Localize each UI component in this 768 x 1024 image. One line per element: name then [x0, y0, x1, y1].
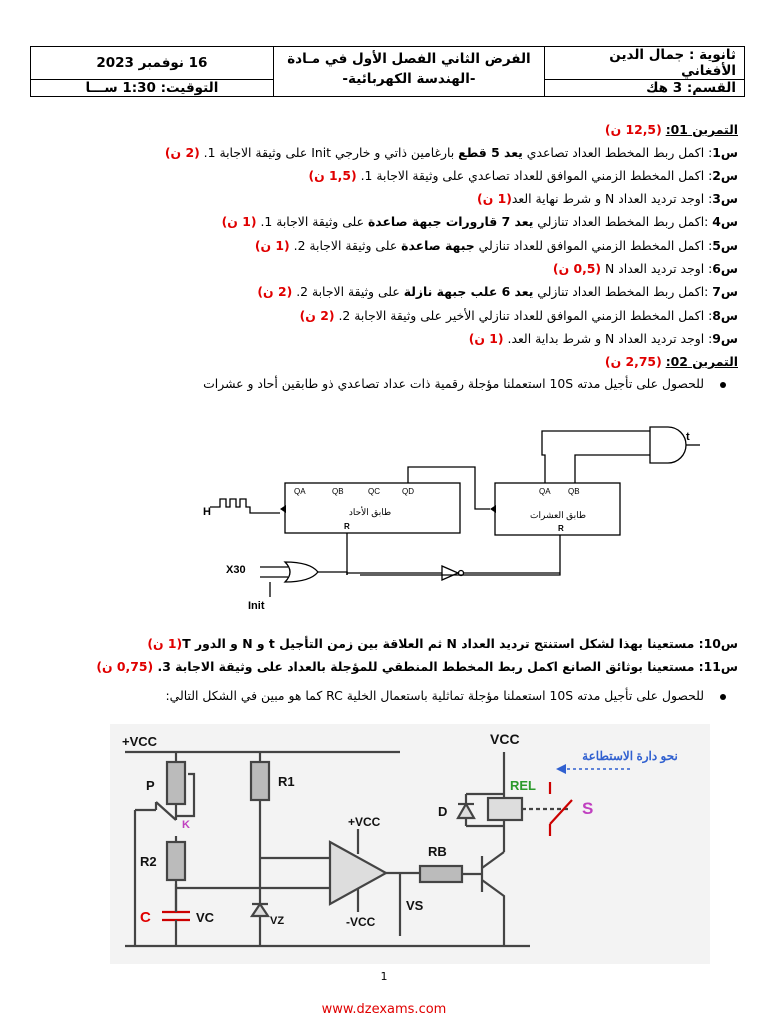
question-text-tail: على وثيقة الاجابة 2.	[292, 284, 404, 299]
exercise2-heading	[30, 352, 738, 372]
q11-number: س11	[703, 659, 738, 674]
resistor-r2	[167, 842, 185, 880]
vcc-left-label: +VCC	[122, 734, 158, 749]
exercise2-points: (2,75 ن)	[604, 354, 662, 369]
question-number: س1	[712, 145, 738, 160]
question-text: : اوجد ترديد العداد N و شرط بداية العد.	[503, 331, 713, 346]
exam-title-line1: الفرض الثاني الفصل الأول في مـادة	[287, 51, 531, 67]
question-points: (1 ن)	[221, 214, 257, 229]
question-5	[30, 236, 738, 256]
question-text-tail: بارغامين ذاتي و خارجي Init على وثيقة الاجابة 1.	[199, 145, 459, 160]
question-text: : اكمل ربط المخطط العداد تصاعدي	[522, 145, 713, 160]
units-pin-qc: QC	[368, 487, 380, 496]
question-text: :اكمل ربط المخطط العداد تنازلي	[533, 214, 713, 229]
question-points: (2 ن)	[257, 284, 293, 299]
init-label: Init	[248, 600, 265, 612]
question-emphasis: يعد 7 قارورات جبهة صاعدة	[367, 214, 534, 229]
opamp-neg-supply: -VCC	[346, 915, 376, 929]
tens-reset-pin: R	[558, 524, 564, 533]
clock-label: H	[203, 506, 211, 518]
resistor-rb	[420, 866, 462, 882]
p-label: P	[146, 778, 155, 793]
exercise2-intro	[30, 376, 726, 391]
power-circuit-label: نحو دارة الاستطاعة	[582, 749, 678, 763]
x30-label: X30	[226, 564, 246, 576]
question-text: : اوجد ترديد العداد N	[601, 261, 713, 276]
resistor-r1	[251, 762, 269, 800]
question-text-tail: على وثيقة الاجابة 2.	[289, 238, 402, 253]
header-table	[30, 46, 745, 97]
exam-date: 16 نوفمبر 2023	[31, 47, 274, 80]
question-text: : اكمل المخطط الزمني الموافق للعداد تصاعدي على وثيقة الاجابة 1.	[356, 168, 713, 183]
exercise2-intro2-text: للحصول على تأجيل مدته 10S استعملنا مؤجلة تماثلية باستعمال الخلية RC كما هو مبين في الشكل التالي:	[165, 688, 704, 703]
question-4	[30, 212, 738, 232]
analog-timer-diagram	[110, 724, 710, 964]
question-number: س9	[712, 331, 738, 346]
bullet-dot	[720, 382, 726, 388]
question-points: (2 ن)	[299, 308, 335, 323]
question-text: : اكمل المخطط الزمني الموافق للعداد تنازلي	[474, 238, 713, 253]
k-label: K	[182, 819, 190, 831]
q10-text: : مستعينا بهذا لشكل استنتج ترديد العداد N ثم العلاقة بين زمن التأجيل t و N و الدور T	[182, 636, 704, 651]
units-pin-qa: QA	[294, 487, 306, 496]
units-reset-pin: R	[344, 522, 350, 531]
question-emphasis: يعد 6 علب جبهة نازلة	[403, 284, 534, 299]
question-points: (1 ن)	[254, 238, 290, 253]
question-number: س8	[712, 308, 738, 323]
question-2	[30, 166, 738, 186]
question-emphasis: يعد 5 قطع	[458, 145, 523, 160]
and-gate	[650, 427, 686, 463]
tens-counter-label: طابق العشرات	[530, 510, 586, 520]
vcc-right-label: VCC	[490, 731, 520, 747]
question-text: : اكمل المخطط الزمني الموافق للعداد تنازلي الأخير على وثيقة الاجابة 2.	[334, 308, 713, 323]
question-emphasis: جبهة صاعدة	[401, 238, 475, 253]
school-name: ثانوية : جمال الدين الأفغاني	[545, 47, 745, 80]
question-points: (1 ن)	[468, 331, 504, 346]
exercise2-intro-text: للحصول على تأجيل مدته 10S استعملنا مؤجلة رقمية ذات عداد تصاعدي ذو طابقين أحاد و عشرات	[203, 376, 704, 391]
rb-label: RB	[428, 844, 447, 859]
page-number: 1	[380, 970, 388, 983]
r2-label: R2	[140, 854, 157, 869]
c-label: C	[140, 909, 151, 926]
exam-duration: التوقيت: 1:30 ســـا	[31, 80, 274, 97]
exercise1-title: التمرين 01:	[665, 122, 738, 137]
digital-timer-diagram	[190, 425, 710, 615]
q10-points: (1 ن)	[147, 636, 183, 651]
question-number: س6	[712, 261, 738, 276]
exam-title	[273, 47, 544, 97]
question-number: س7	[712, 284, 738, 299]
exam-title-line2: -الهندسة الكهربائية-	[342, 71, 476, 87]
question-text: :اكمل ربط المخطط العداد تنازلي	[533, 284, 713, 299]
exercise2-title: التمرين 02:	[665, 354, 738, 369]
question-points: (2 ن)	[164, 145, 200, 160]
s-label: S	[582, 799, 594, 818]
question-7	[30, 282, 738, 302]
question-number: س2	[712, 168, 738, 183]
potentiometer-p	[167, 762, 185, 804]
question-text: : اوجد ترديد العداد N و شرط نهاية العد	[511, 191, 713, 206]
not-gate	[442, 566, 458, 580]
question-points: (1 ن)	[477, 191, 512, 206]
question-9	[30, 329, 738, 349]
question-1	[30, 143, 738, 163]
class-name: القسم: 3 هك	[545, 80, 745, 97]
vs-label: VS	[406, 898, 424, 913]
rel-label: REL	[510, 778, 536, 793]
vc-label: VC	[196, 910, 215, 925]
q10-number: س10	[703, 636, 738, 651]
question-text-tail: على وثيقة الاجابة 1.	[256, 214, 368, 229]
question-points: (0,5 ن)	[552, 261, 602, 276]
question-3	[30, 189, 738, 209]
tens-pin-qa: QA	[539, 487, 551, 496]
question-10	[30, 634, 738, 654]
opamp-pos-supply: +VCC	[348, 815, 381, 829]
question-6	[30, 259, 738, 279]
q11-points: (0,75 ن)	[96, 659, 154, 674]
exercise1-points: (12,5 ن)	[604, 122, 662, 137]
question-points: (1,5 ن)	[308, 168, 357, 183]
output-t-label: t	[686, 431, 690, 443]
units-counter-label: طابق الأحاد	[348, 507, 392, 517]
footer-link[interactable]: www.dzexams.com	[321, 1002, 447, 1017]
question-11	[30, 657, 738, 677]
q11-text: : مستعينا بوثائق الصانع اكمل ربط المخطط المنطقي للمؤجلة بالعداد على وثيقة الاجابة 3.	[153, 659, 704, 674]
or-gate	[285, 562, 318, 582]
vz-label: VZ	[270, 915, 285, 927]
question-8	[30, 306, 738, 326]
units-pin-qb: QB	[332, 487, 344, 496]
d-label: D	[438, 804, 448, 819]
question-number: س3	[712, 191, 738, 206]
tens-pin-qb: QB	[568, 487, 580, 496]
question-number: س4	[712, 214, 738, 229]
relay-coil	[488, 798, 522, 820]
r1-label: R1	[278, 774, 295, 789]
exercise2-intro2	[30, 688, 726, 703]
question-number: س5	[712, 238, 738, 253]
exercise1-heading	[30, 120, 738, 140]
units-pin-qd: QD	[402, 487, 414, 496]
bullet-dot	[720, 694, 726, 700]
